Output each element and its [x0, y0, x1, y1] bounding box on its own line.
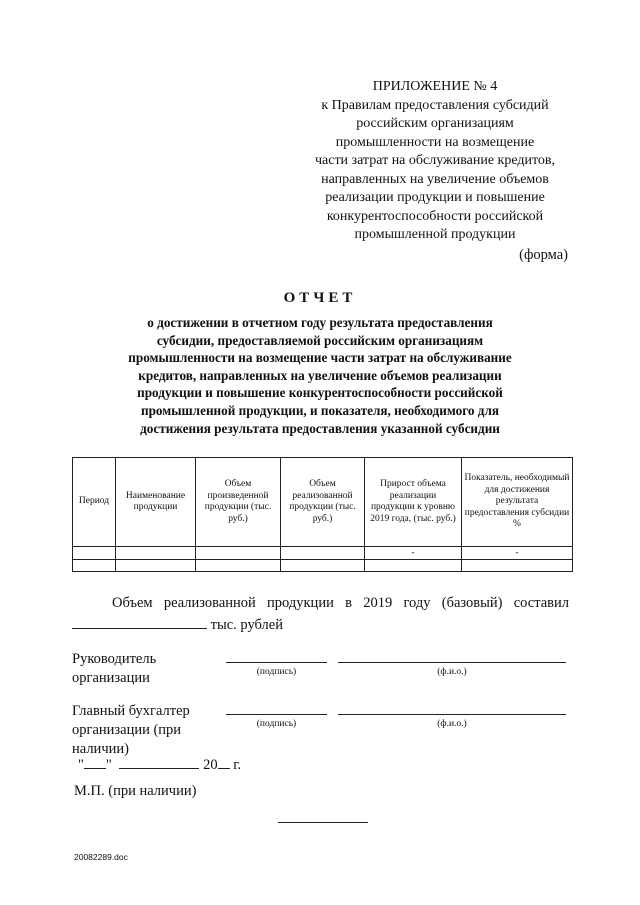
- table-cell: [116, 559, 196, 571]
- head-name-line: [338, 662, 566, 663]
- accountant-sign-line: [226, 714, 327, 715]
- accountant-name-caption: (ф.и.о.): [437, 719, 467, 729]
- appendix-header: [300, 78, 570, 245]
- document-filename: 20082289.doc: [74, 852, 128, 862]
- table-cell: [196, 559, 281, 571]
- header-indicator: Показатель, необходимый для достижения результата предоставления субсидии %: [462, 458, 573, 547]
- subtitle-line: кредитов, направленных на увеличение объемов реализации: [138, 367, 502, 383]
- table-cell: [73, 559, 116, 571]
- table-cell: [281, 547, 365, 560]
- table-row: [73, 547, 573, 560]
- head-sign-caption: (подпись): [256, 667, 297, 677]
- year-blank: [218, 768, 230, 769]
- header-product-name: Наименование продукции: [116, 458, 196, 547]
- table-cell: [281, 559, 365, 571]
- header-sales-growth: Прирост объема реализации продукции к уровню 2019 года, (тыс. руб.): [365, 458, 462, 547]
- table-cell: [116, 547, 196, 560]
- year-suffix: г.: [233, 757, 242, 773]
- table-cell: -: [462, 547, 573, 560]
- appendix-line: российским организациям: [356, 116, 514, 131]
- header-produced-volume: Объем произведенной продукции (тыс. руб.): [196, 458, 281, 547]
- label-line: организации: [72, 670, 150, 686]
- base-volume-text: Объем реализованной продукции в 2019 году (базовый) составил: [112, 595, 569, 611]
- subtitle-line: субсидии, предоставляемой российским организациям: [156, 332, 484, 348]
- appendix-title: ПРИЛОЖЕНИЕ № 4: [372, 79, 498, 94]
- base-volume-paragraph: [72, 593, 569, 636]
- accountant-name-line: [338, 714, 566, 715]
- subtitle-line: промышленности на возмещение части затрат на обслуживание: [128, 350, 512, 366]
- table-cell: [462, 559, 573, 571]
- report-title: ОТЧЕТ: [283, 290, 357, 306]
- appendix-line: реализации продукции и повышение: [325, 190, 545, 205]
- subtitle-line: промышленной продукции, и показателя, необходимого для: [141, 402, 499, 418]
- appendix-line: конкурентоспособности российской: [326, 208, 544, 224]
- date-quote-open: ": [78, 757, 84, 773]
- base-volume-blank: [72, 614, 207, 629]
- appendix-line: части затрат на обслуживание кредитов,: [314, 153, 556, 168]
- subtitle-line: продукции и повышение конкурентоспособности российской: [137, 385, 503, 401]
- table-cell: [196, 547, 281, 560]
- report-subtitle: [90, 314, 550, 437]
- subtitle-line: достижения результата предоставления указанной субсидии: [140, 420, 500, 436]
- table-header-row: [73, 458, 573, 547]
- month-blank: [119, 768, 199, 769]
- table-cell: [365, 559, 462, 571]
- header-period: Период: [73, 458, 116, 547]
- form-label: (форма): [519, 247, 568, 263]
- footer-divider: [278, 822, 368, 823]
- year-prefix: 20: [203, 757, 218, 773]
- stamp-label: М.П. (при наличии): [74, 783, 197, 799]
- label-line: организации (при: [72, 722, 182, 738]
- report-table: [72, 457, 573, 572]
- base-volume-unit: тыс. рублей: [210, 617, 283, 633]
- subtitle-line: о достижении в отчетном году результата предоставления: [147, 315, 493, 330]
- table-cell: [73, 547, 116, 560]
- appendix-line: промышленной продукции: [354, 227, 516, 242]
- head-name-caption: (ф.и.о.): [437, 667, 467, 677]
- header-sold-volume: Объем реализованной продукции (тыс. руб.): [281, 458, 365, 547]
- date-quote-close: ": [105, 757, 112, 773]
- label-line: Главный бухгалтер: [72, 703, 190, 719]
- appendix-line: направленных на увеличение объемов: [321, 171, 549, 187]
- table-row: [73, 559, 573, 571]
- day-blank: [84, 768, 106, 769]
- table-cell: -: [365, 547, 462, 560]
- label-line: Руководитель: [72, 651, 157, 667]
- appendix-line: промышленности на возмещение: [335, 134, 535, 150]
- accountant-signature-label: [72, 702, 190, 759]
- date-line: [78, 757, 241, 774]
- accountant-sign-caption: (подпись): [256, 719, 297, 729]
- head-sign-line: [226, 662, 327, 663]
- appendix-line: к Правилам предоставления субсидий: [321, 97, 549, 113]
- label-line: наличии): [72, 741, 129, 757]
- head-signature-label: [72, 650, 156, 688]
